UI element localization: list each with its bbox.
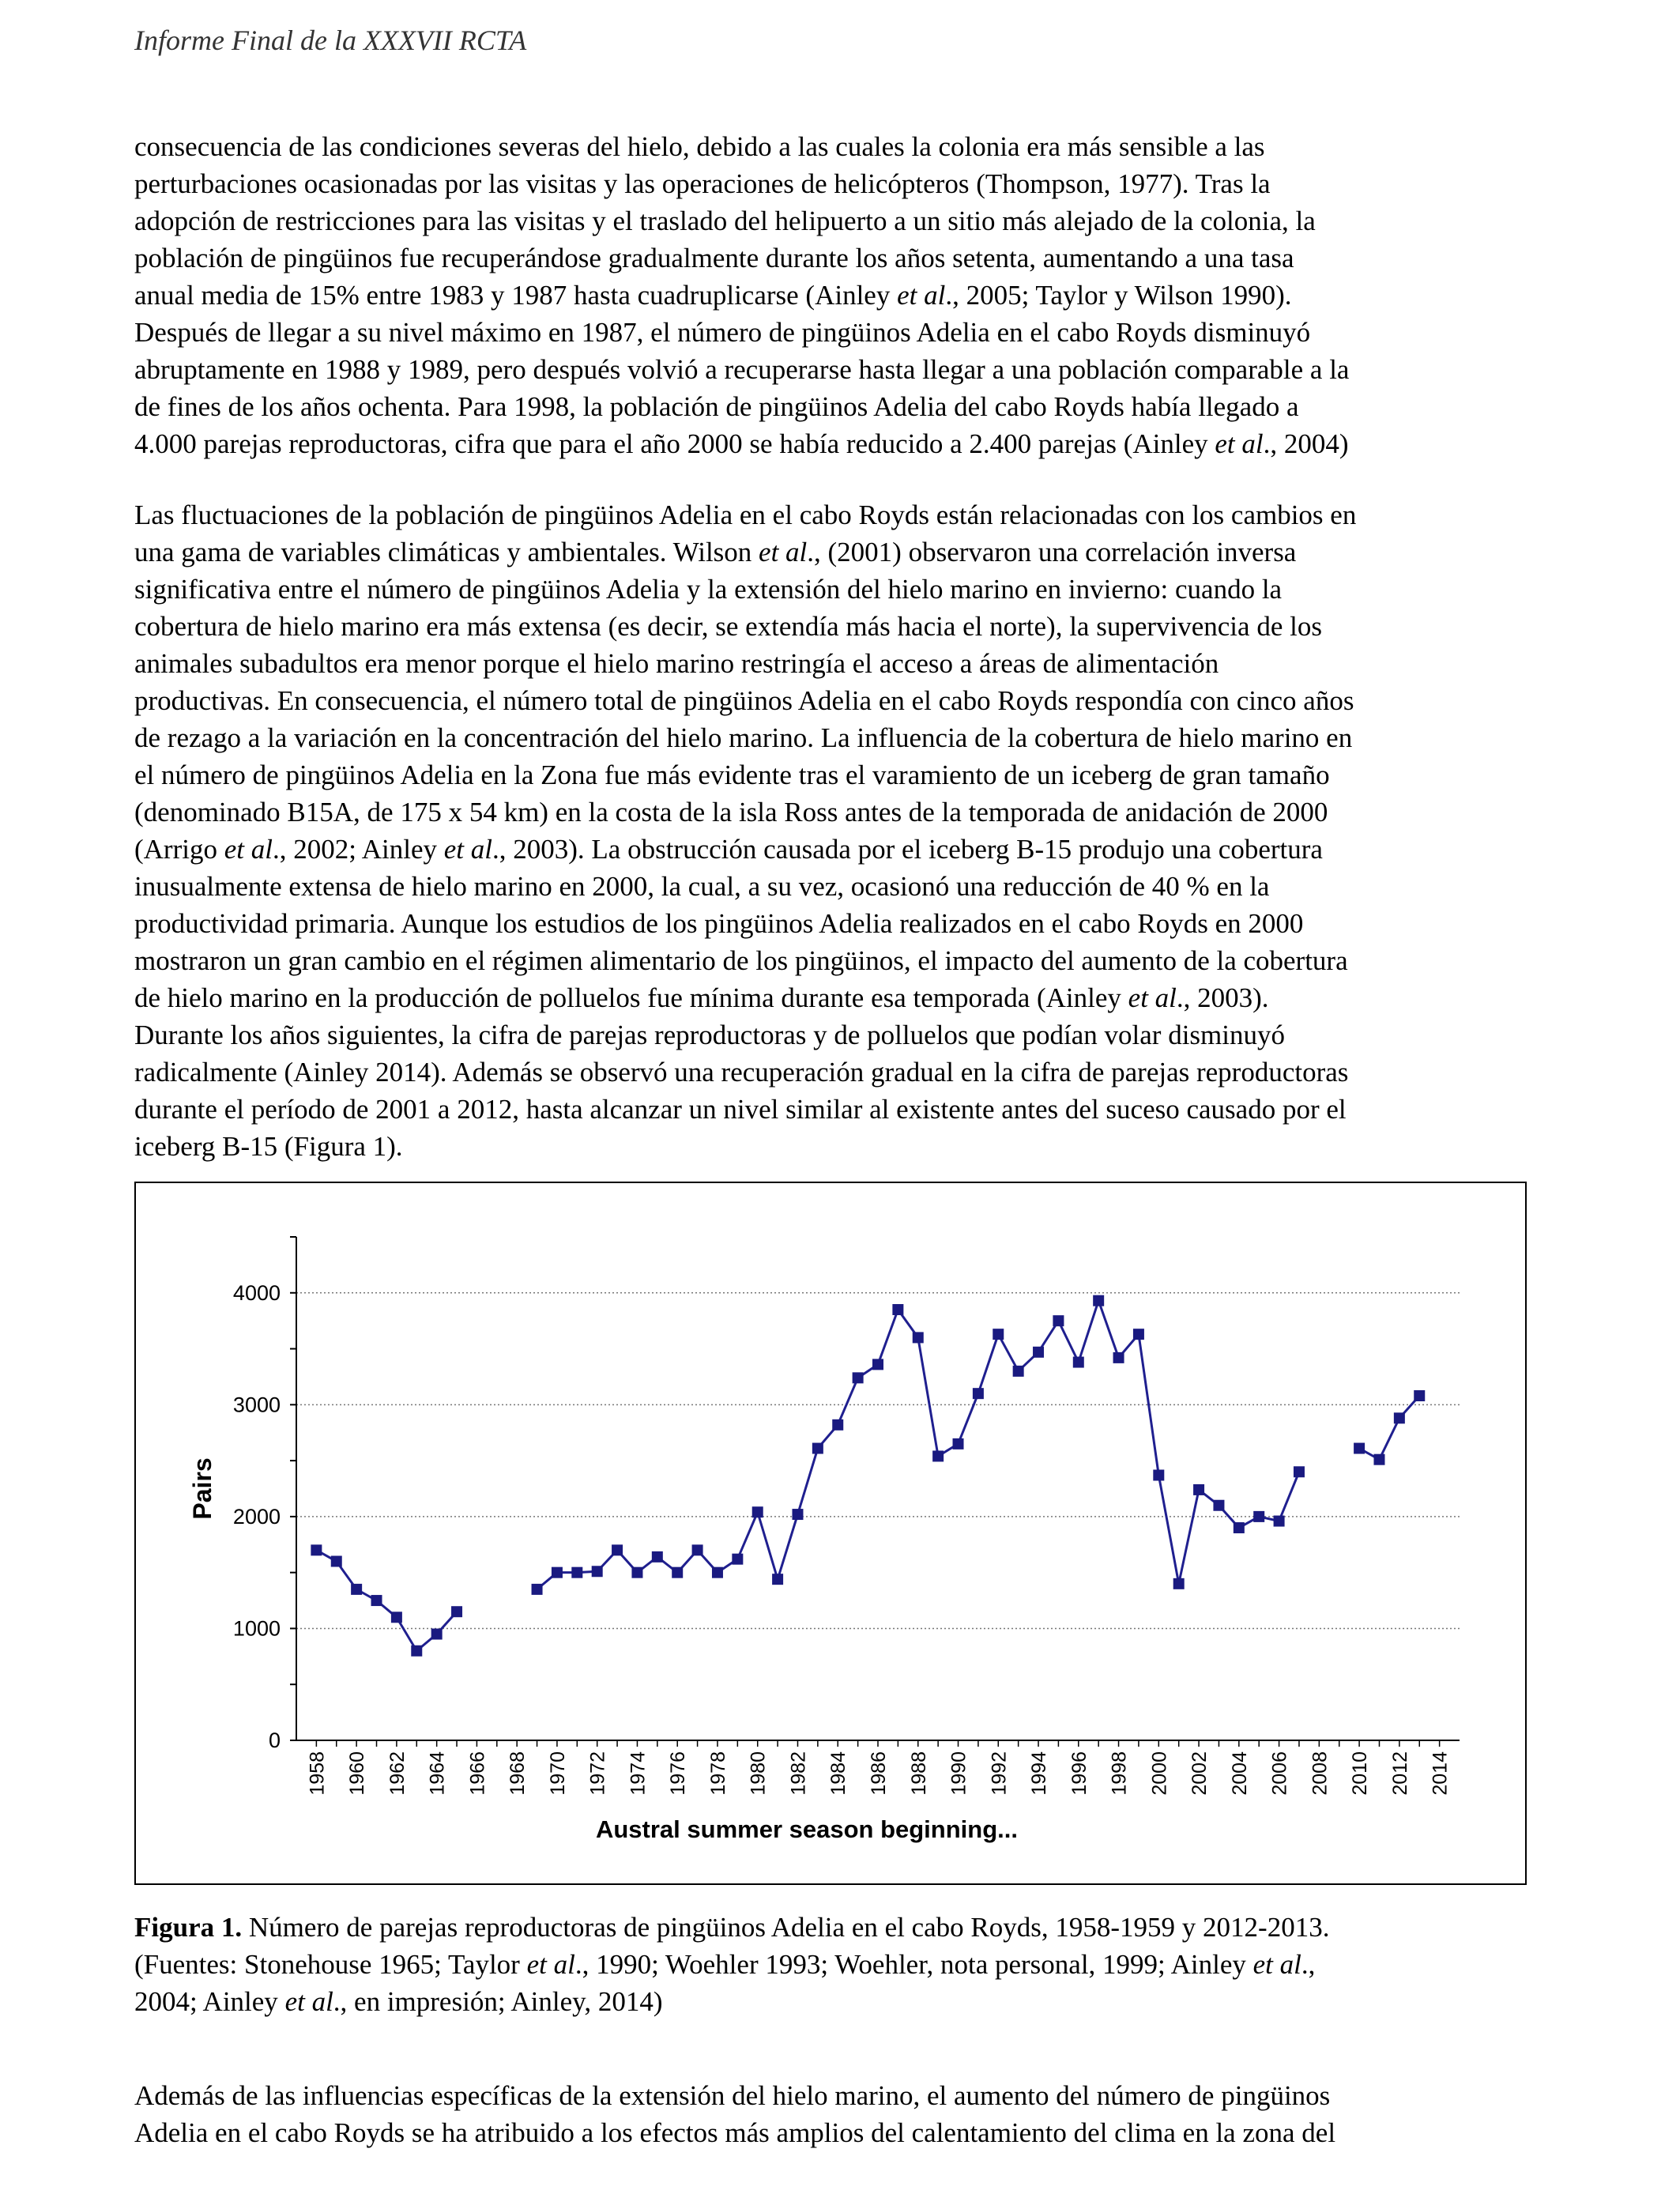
data-point-marker bbox=[1274, 1516, 1285, 1527]
text-line: mostraron un gran cambio en el régimen alimentario de los pingüinos, el impacto del aumento de la cobertura bbox=[134, 945, 1348, 976]
x-tick-label: 1990 bbox=[947, 1751, 970, 1796]
data-point-marker bbox=[1213, 1500, 1224, 1511]
text-line: significativa entre el número de pingüinos Adelia y la extensión del hielo marino en invierno: cuando la bbox=[134, 574, 1283, 605]
data-point-marker bbox=[732, 1554, 743, 1565]
y-tick-label: 0 bbox=[268, 1728, 281, 1752]
text-line: Después de llegar a su nivel máximo en 1987, el número de pingüinos Adelia en el cabo Royds disminuyó bbox=[134, 317, 1311, 348]
data-point-marker bbox=[953, 1438, 964, 1449]
data-point-marker bbox=[853, 1372, 864, 1383]
x-tick-label: 1968 bbox=[507, 1751, 529, 1796]
x-tick-label: 2012 bbox=[1388, 1751, 1411, 1796]
data-point-marker bbox=[592, 1566, 603, 1577]
text-line: (Arrigo et al., 2002; Ainley et al., 2003). La obstrucción causada por el iceberg B-15 produjo una cobertura bbox=[134, 834, 1323, 865]
x-tick-label: 2004 bbox=[1228, 1751, 1251, 1796]
x-tick-label: 1984 bbox=[827, 1751, 850, 1796]
data-point-marker bbox=[1354, 1443, 1365, 1454]
text-line: abruptamente en 1988 y 1989, pero después volvió a recuperarse hasta llegar a una población comparable a la bbox=[134, 354, 1350, 385]
x-tick-label: 1996 bbox=[1068, 1751, 1090, 1796]
text-line: iceberg B-15 (Figura 1). bbox=[134, 1131, 403, 1162]
data-point-marker bbox=[652, 1551, 663, 1563]
text-line: adopción de restricciones para las visitas y el traslado del helipuerto a un sitio más alejado de la colonia, la bbox=[134, 205, 1316, 236]
x-tick-label: 1974 bbox=[627, 1751, 650, 1796]
data-point-marker bbox=[712, 1567, 723, 1578]
data-point-marker bbox=[1173, 1578, 1185, 1589]
text-line: Adelia en el cabo Royds se ha atribuido a los efectos más amplios del calentamiento del clima en la zona del bbox=[134, 2117, 1336, 2148]
data-point-marker bbox=[331, 1556, 342, 1567]
data-point-marker bbox=[1133, 1329, 1144, 1340]
data-point-marker bbox=[631, 1567, 642, 1578]
series-line bbox=[537, 1301, 1299, 1589]
data-point-marker bbox=[1033, 1347, 1044, 1358]
x-axis-title: Austral summer season beginning... bbox=[595, 1815, 1019, 1843]
data-point-marker bbox=[1253, 1511, 1264, 1522]
x-tick-label: 1980 bbox=[747, 1751, 770, 1796]
x-tick-label: 1972 bbox=[586, 1751, 609, 1796]
text-line: población de pingüinos fue recuperándose gradualmente durante los años setenta, aumentando a una tasa bbox=[134, 243, 1294, 273]
data-point-marker bbox=[431, 1629, 443, 1640]
text-line: anual media de 15% entre 1983 y 1987 hasta cuadruplicarse (Ainley et al., 2005; Taylor y Wilson 1990). bbox=[134, 280, 1292, 311]
text-line: una gama de variables climáticas y ambientales. Wilson et al., (2001) observaron una correlación inversa bbox=[134, 537, 1297, 567]
text-line: (denominado B15A, de 175 x 54 km) en la costa de la isla Ross antes de la temporada de anidación de 2000 bbox=[134, 797, 1328, 827]
data-point-marker bbox=[1394, 1412, 1405, 1423]
data-point-marker bbox=[1013, 1366, 1024, 1377]
data-point-marker bbox=[1373, 1454, 1384, 1465]
x-tick-label: 1992 bbox=[988, 1751, 1011, 1796]
text-line: perturbaciones ocasionadas por las visitas y las operaciones de helicópteros (Thompson, 1977). Tras la bbox=[134, 168, 1271, 199]
data-point-marker bbox=[692, 1544, 703, 1555]
running-header: Informe Final de la XXXVII RCTA bbox=[134, 25, 527, 56]
caption-line-3: 2004; Ainley et al., en impresión; Ainley, 2014) bbox=[134, 1986, 663, 2017]
data-point-marker bbox=[792, 1509, 803, 1520]
x-tick-label: 1986 bbox=[868, 1751, 890, 1796]
text-line: animales subadultos era menor porque el hielo marino restringía el acceso a áreas de alimentación bbox=[134, 648, 1219, 679]
x-tick-label: 1982 bbox=[787, 1751, 810, 1796]
data-point-marker bbox=[872, 1359, 883, 1370]
y-tick-label: 1000 bbox=[232, 1616, 281, 1641]
text-line: de hielo marino en la producción de polluelos fue mínima durante esa temporada (Ainley et al., 2003). bbox=[134, 982, 1269, 1013]
data-point-marker bbox=[752, 1506, 763, 1517]
x-tick-label: 1966 bbox=[466, 1751, 489, 1796]
data-point-marker bbox=[1193, 1484, 1204, 1495]
data-point-marker bbox=[932, 1450, 944, 1461]
caption-label: Figura 1. bbox=[134, 1912, 243, 1943]
data-point-marker bbox=[1234, 1522, 1245, 1533]
y-tick-label: 3000 bbox=[232, 1393, 281, 1417]
x-tick-label: 1960 bbox=[346, 1751, 369, 1796]
text-line: Además de las influencias específicas de la extensión del hielo marino, el aumento del número de pingüinos bbox=[134, 2080, 1331, 2111]
x-tick-label: 1958 bbox=[306, 1751, 329, 1796]
data-point-marker bbox=[1073, 1357, 1084, 1368]
text-line: durante el período de 2001 a 2012, hasta alcanzar un nivel similar al existente antes del suceso causado por el bbox=[134, 1094, 1347, 1125]
x-tick-label: 2000 bbox=[1148, 1751, 1171, 1796]
x-tick-label: 2010 bbox=[1349, 1751, 1372, 1796]
caption-line-2: (Fuentes: Stonehouse 1965; Taylor et al., 1990; Woehler 1993; Woehler, nota personal, 1999; Ainley et al., bbox=[134, 1949, 1316, 1980]
caption-line-1 bbox=[134, 1909, 1557, 1946]
data-point-marker bbox=[1093, 1295, 1104, 1306]
x-tick-label: 2008 bbox=[1309, 1751, 1332, 1796]
x-tick-label: 1970 bbox=[546, 1751, 569, 1796]
data-point-marker bbox=[411, 1646, 422, 1657]
text-line: cobertura de hielo marino era más extensa (es decir, se extendía más hacia el norte), la supervivencia de los bbox=[134, 611, 1322, 642]
data-point-marker bbox=[772, 1574, 783, 1585]
data-point-marker bbox=[1414, 1390, 1425, 1401]
paragraph-1 bbox=[134, 128, 1557, 462]
text-line: Las fluctuaciones de la población de pingüinos Adelia en el cabo Royds están relacionadas con los cambios en bbox=[134, 499, 1357, 530]
x-tick-label: 1978 bbox=[706, 1751, 729, 1796]
data-point-marker bbox=[1153, 1470, 1164, 1481]
x-tick-label: 1964 bbox=[426, 1751, 449, 1796]
x-tick-label: 1998 bbox=[1108, 1751, 1131, 1796]
data-point-marker bbox=[892, 1304, 903, 1315]
text-line: el número de pingüinos Adelia en la Zona fue más evidente tras el varamiento de un iceberg de gran tamaño bbox=[134, 760, 1330, 790]
data-point-marker bbox=[672, 1567, 683, 1578]
text-line: consecuencia de las condiciones severas del hielo, debido a las cuales la colonia era más sensible a las bbox=[134, 131, 1265, 162]
x-tick-label: 2014 bbox=[1429, 1751, 1452, 1796]
data-point-marker bbox=[371, 1595, 382, 1606]
x-tick-label: 1994 bbox=[1028, 1751, 1051, 1796]
x-tick-label: 1962 bbox=[386, 1751, 409, 1796]
x-tick-label: 2002 bbox=[1188, 1751, 1211, 1796]
text-line: productivas. En consecuencia, el número total de pingüinos Adelia en el cabo Royds respondía con cinco años bbox=[134, 685, 1354, 716]
data-point-marker bbox=[973, 1388, 984, 1399]
text-line: productividad primaria. Aunque los estudios de los pingüinos Adelia realizados en el cabo Royds en 2000 bbox=[134, 908, 1304, 939]
paragraph-3 bbox=[134, 2077, 1557, 2151]
text-line: Durante los años siguientes, la cifra de parejas reproductoras y de polluelos que podían volar disminuyó bbox=[134, 1020, 1285, 1050]
data-point-marker bbox=[311, 1544, 322, 1555]
y-tick-label: 4000 bbox=[232, 1280, 281, 1305]
series-line bbox=[1359, 1396, 1419, 1460]
text-line: radicalmente (Ainley 2014). Además se observó una recuperación gradual en la cifra de parejas reproductoras bbox=[134, 1057, 1349, 1088]
data-point-marker bbox=[552, 1567, 563, 1578]
data-point-marker bbox=[832, 1419, 843, 1431]
data-point-marker bbox=[571, 1567, 582, 1578]
line-chart-svg bbox=[136, 1183, 1528, 1887]
data-point-marker bbox=[391, 1612, 402, 1623]
y-tick-label: 2000 bbox=[232, 1504, 281, 1529]
data-point-marker bbox=[451, 1606, 462, 1617]
data-point-marker bbox=[1294, 1466, 1305, 1477]
text-line: 4.000 parejas reproductoras, cifra que para el año 2000 se había reducido a 2.400 parejas (Ainley et al., 2004) bbox=[134, 428, 1349, 459]
data-point-marker bbox=[1113, 1352, 1124, 1363]
paragraph-2 bbox=[134, 496, 1557, 1165]
figure-caption bbox=[134, 1909, 1557, 2020]
x-tick-label: 1988 bbox=[907, 1751, 930, 1796]
data-point-marker bbox=[1053, 1315, 1064, 1326]
y-axis-title: Pairs bbox=[188, 1457, 217, 1520]
data-point-marker bbox=[612, 1544, 623, 1555]
data-point-marker bbox=[351, 1584, 362, 1595]
x-tick-label: 1976 bbox=[667, 1751, 690, 1796]
data-point-marker bbox=[993, 1329, 1004, 1340]
text-line: de fines de los años ochenta. Para 1998, la población de pingüinos Adelia del cabo Royds había llegado a bbox=[134, 391, 1299, 422]
figure-1-chart bbox=[134, 1182, 1527, 1885]
x-tick-label: 2006 bbox=[1268, 1751, 1291, 1796]
text-line: de rezago a la variación en la concentración del hielo marino. La influencia de la cobertura de hielo marino en bbox=[134, 722, 1353, 753]
data-point-marker bbox=[532, 1584, 543, 1595]
data-point-marker bbox=[913, 1332, 924, 1343]
text-line: inusualmente extensa de hielo marino en 2000, la cual, a su vez, ocasionó una reducción de 40 % en la bbox=[134, 871, 1270, 902]
data-point-marker bbox=[812, 1443, 823, 1454]
caption-text: Número de parejas reproductoras de pingüinos Adelia en el cabo Royds, 1958-1959 y 2012-2013. bbox=[242, 1912, 1330, 1943]
